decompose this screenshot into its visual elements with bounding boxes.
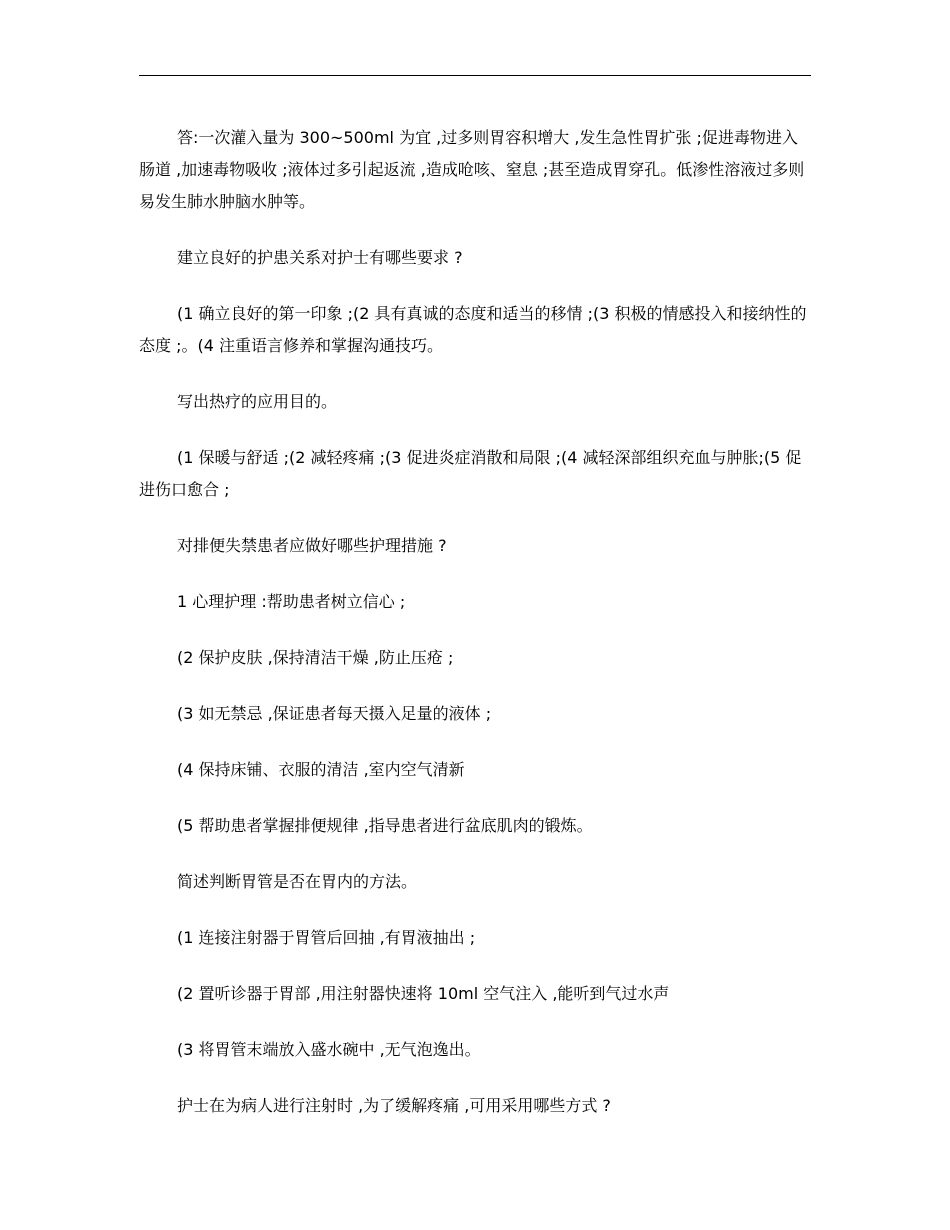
header-rule (139, 75, 811, 76)
question-paragraph: 护士在为病人进行注射时 ,为了缓解疼痛 ,可用采用哪些方式 ? (177, 1096, 611, 1115)
question-paragraph: 对排便失禁患者应做好哪些护理措施 ? (177, 536, 447, 555)
question-paragraph: 简述判断胃管是否在胃内的方法。 (177, 872, 418, 891)
list-item: (1 连接注射器于胃管后回抽 ,有胃液抽出 ; (177, 928, 476, 947)
list-item: 1 心理护理 :帮助患者树立信心 ; (177, 592, 406, 611)
answer-paragraph: (1 确立良好的第一印象 ;(2 具有真诚的态度和适当的移情 ;(3 积极的情感投入和接纳性的态度 ;。(4 注重语言修养和掌握沟通技巧。 (139, 304, 807, 355)
question-paragraph: 写出热疗的应用目的。 (177, 392, 338, 411)
answer-paragraph: (1 保暖与舒适 ;(2 减轻疼痛 ;(3 促进炎症消散和局限 ;(4 减轻深部组织充血与肿胀;(5 促进伤口愈合 ; (139, 448, 802, 499)
list-item: (4 保持床铺、衣服的清洁 ,室内空气清新 (177, 760, 465, 779)
answer-paragraph: 答:一次灌入量为 300~500ml 为宜 ,过多则胃容积增大 ,发生急性胃扩张 ;促进毒物进入肠道 ,加速毒物吸收 ;液体过多引起返流 ,造成呛咳、窒息 ;甚至造成胃穿孔。低渗性溶液过多则易发生肺水肿脑水肿等。 (139, 128, 805, 211)
list-item: (5 帮助患者掌握排便规律 ,指导患者进行盆底肌肉的锻炼。 (177, 816, 593, 835)
list-item: (2 保护皮肤 ,保持清洁干燥 ,防止压疮 ; (177, 648, 454, 667)
list-item: (3 如无禁忌 ,保证患者每天摄入足量的液体 ; (177, 704, 492, 723)
list-item: (2 置听诊器于胃部 ,用注射器快速将 10ml 空气注入 ,能听到气过水声 (177, 984, 670, 1003)
question-paragraph: 建立良好的护患关系对护士有哪些要求 ? (177, 248, 463, 267)
list-item: (3 将胃管末端放入盛水碗中 ,无气泡逸出。 (177, 1040, 481, 1059)
document-body (139, 122, 811, 1146)
